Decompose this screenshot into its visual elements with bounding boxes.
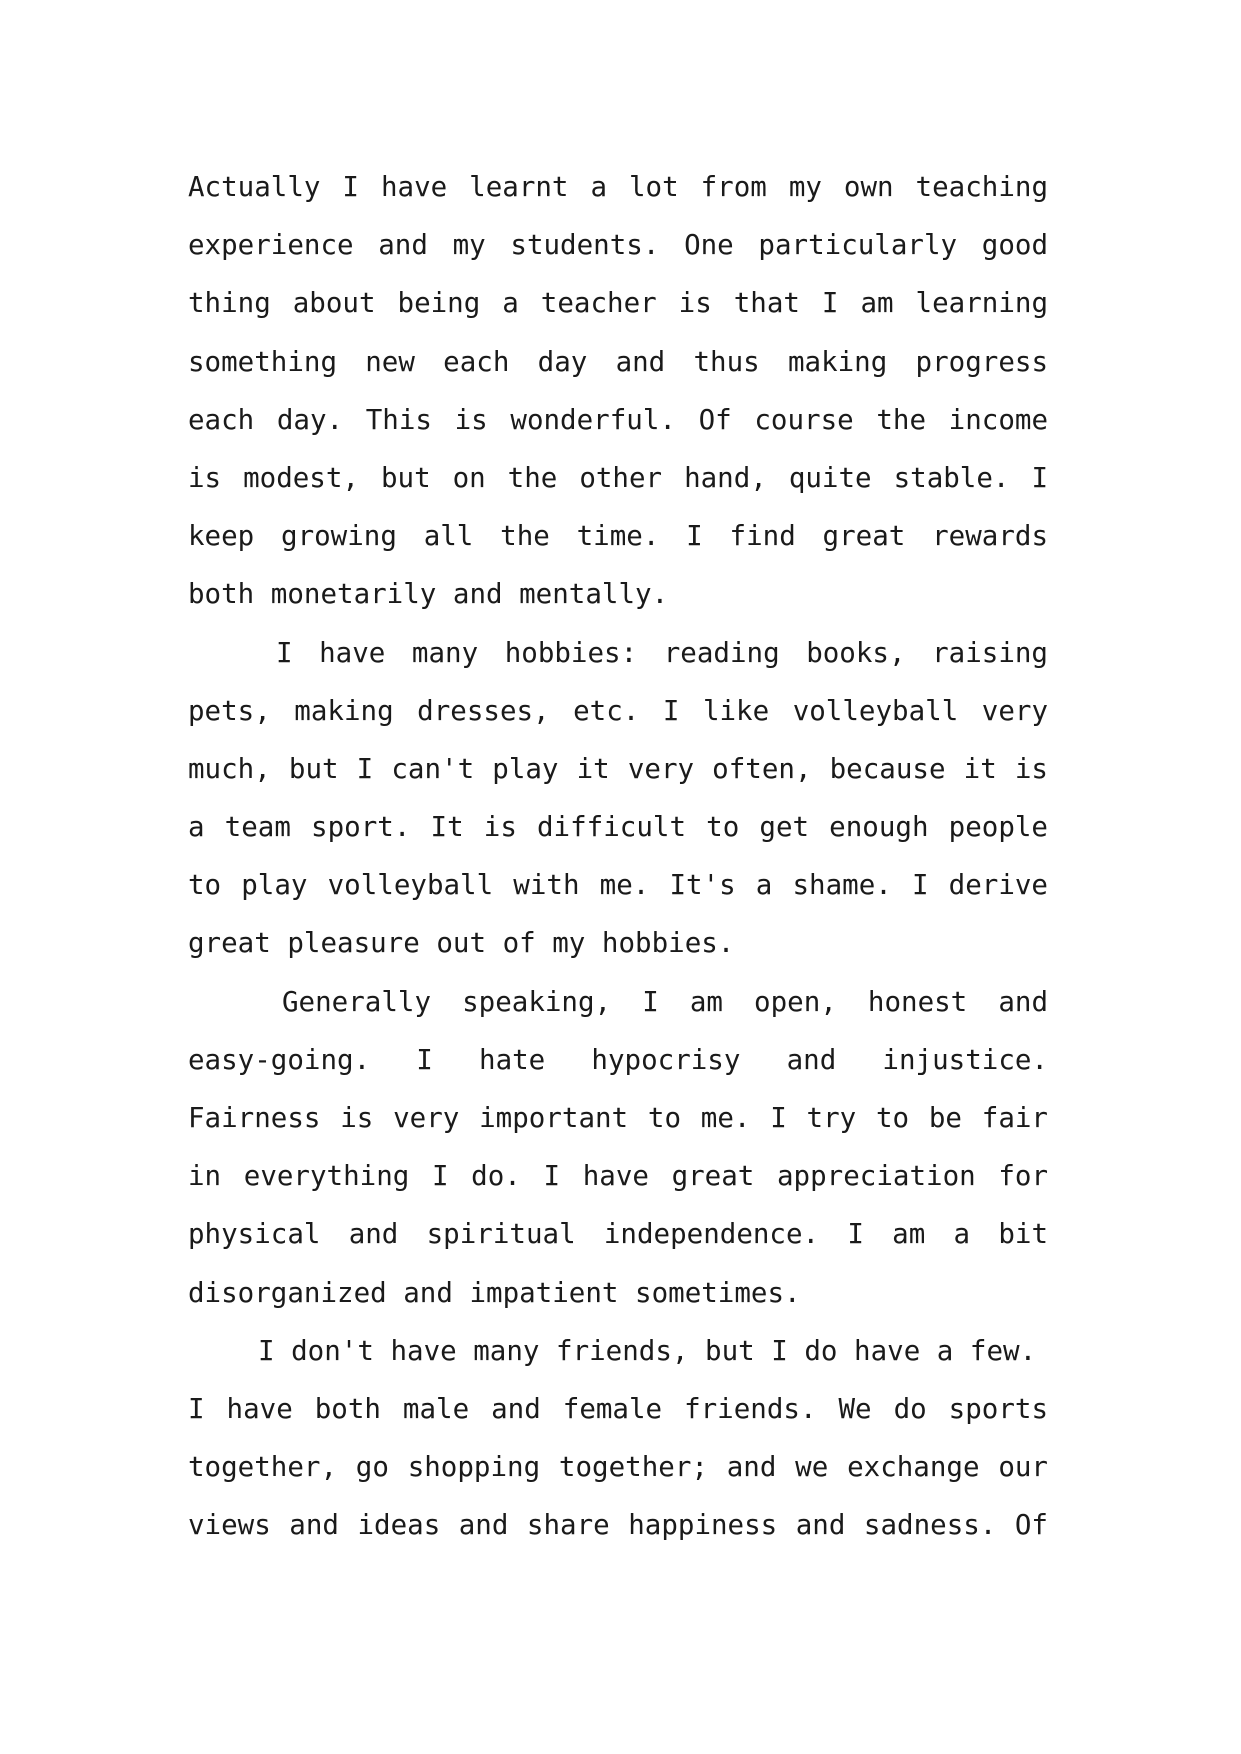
paragraph-first-line: Generally speaking, I am open, honest and	[282, 985, 1048, 1018]
text-line: together, go shopping together; and we exchange our	[188, 1451, 1048, 1484]
paragraph-first-line: I don't have many friends, but I do have a few.	[258, 1334, 1037, 1367]
text-line: to play volleyball with me. It's a shame. I derive	[188, 869, 1048, 902]
text-line: is modest, but on the other hand, quite stable. I	[188, 461, 1048, 494]
body-text	[188, 158, 1048, 1555]
text-line: physical and spiritual independence. I am a bit	[188, 1218, 1048, 1251]
text-line: keep growing all the time. I find great rewards	[188, 520, 1048, 553]
text-line: pets, making dresses, etc. I like volleyball very	[188, 694, 1048, 727]
text-line: each day. This is wonderful. Of course the income	[188, 403, 1048, 436]
text-line: thing about being a teacher is that I am learning	[188, 287, 1048, 320]
text-line: much, but I can't play it very often, because it is	[188, 752, 1048, 785]
text-line: both monetarily and mentally.	[188, 578, 669, 611]
text-line: I have both male and female friends. We do sports	[188, 1392, 1048, 1425]
text-line: easy-going. I hate hypocrisy and injustice.	[188, 1043, 1048, 1076]
text-line: something new each day and thus making progress	[188, 345, 1048, 378]
text-line: experience and my students. One particularly good	[188, 229, 1048, 262]
text-line: Fairness is very important to me. I try to be fair	[188, 1102, 1048, 1134]
text-line: in everything I do. I have great appreciation for	[188, 1160, 1048, 1193]
text-line: a team sport. It is difficult to get enough people	[188, 811, 1048, 844]
text-line: great pleasure out of my hobbies.	[188, 927, 735, 960]
paragraph-first-line: I have many hobbies: reading books, raising	[276, 636, 1048, 669]
text-line: disorganized and impatient sometimes.	[188, 1276, 801, 1309]
text-line: Actually I have learnt a lot from my own teaching	[188, 171, 1048, 203]
text-line: views and ideas and share happiness and sadness. Of	[188, 1509, 1048, 1542]
